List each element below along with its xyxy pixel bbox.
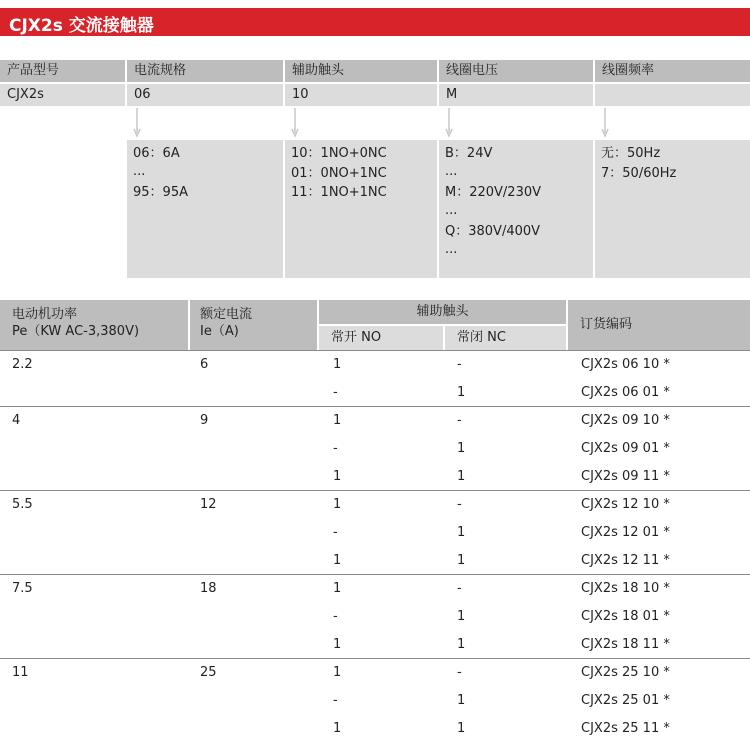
power-value: 7.5 (12, 581, 33, 596)
down-arrow-icon (601, 107, 609, 139)
code-option: 10：1NO+0NC (291, 146, 387, 161)
no-value: 1 (333, 581, 342, 596)
nc-header: 常闭 NC (445, 326, 566, 350)
order-code: CJX2s 12 01 * (581, 525, 670, 540)
no-value: 1 (333, 497, 342, 512)
code-option: ... (445, 202, 458, 218)
power-group (0, 574, 750, 658)
code-column-2 (285, 60, 437, 278)
code-options (439, 140, 593, 278)
no-value: - (333, 609, 338, 624)
code-column-value: 06 (127, 84, 283, 106)
table-row (0, 715, 750, 743)
code-option: 无：50Hz (601, 146, 661, 161)
power-header: 电动机功率 Pe（KW AC-3,380V) (0, 300, 188, 350)
table-row (0, 519, 750, 547)
code-option: B：24V (445, 146, 493, 161)
nc-value: - (457, 357, 462, 372)
order-code: CJX2s 09 11 * (581, 469, 670, 484)
code-column-1 (127, 60, 283, 278)
code-option: ... (133, 163, 146, 179)
order-code: CJX2s 06 01 * (581, 385, 670, 400)
power-value: 11 (12, 665, 29, 680)
nc-value: 1 (457, 553, 466, 568)
model-code-table (0, 60, 750, 278)
current-value: 25 (200, 665, 217, 680)
code-option: M：220V/230V (445, 185, 542, 200)
order-code: CJX2s 18 10 * (581, 581, 670, 596)
order-code: CJX2s 25 01 * (581, 693, 670, 708)
no-value: - (333, 693, 338, 708)
code-option: Q：380V/400V (445, 224, 541, 239)
table-row (0, 463, 750, 491)
power-value: 2.2 (12, 357, 33, 372)
table-row (0, 379, 750, 407)
power-group (0, 406, 750, 490)
code-column-header: 电流规格 (127, 60, 283, 82)
table-row (0, 491, 750, 519)
code-column-value: M (439, 84, 593, 106)
code-option: 95：95A (133, 185, 188, 200)
order-code: CJX2s 12 10 * (581, 497, 670, 512)
code-option: 06：6A (133, 146, 180, 161)
code-options (285, 140, 437, 278)
down-arrow-icon (291, 107, 299, 139)
table-row (0, 407, 750, 435)
power-group (0, 350, 750, 406)
order-code: CJX2s 09 10 * (581, 413, 670, 428)
current-value: 6 (200, 357, 209, 372)
current-value: 18 (200, 581, 217, 596)
no-value: 1 (333, 413, 342, 428)
code-column-0 (0, 60, 125, 278)
title-bar (0, 8, 750, 36)
nc-value: 1 (457, 441, 466, 456)
code-column-header: 线圈频率 (595, 60, 750, 82)
code-column-4 (595, 60, 750, 278)
code-options (595, 140, 750, 278)
down-arrow-icon (133, 107, 141, 139)
code-column-value (595, 84, 750, 106)
aux-contact-header: 辅助触头 (319, 300, 566, 324)
table-row (0, 547, 750, 575)
nc-value: - (457, 665, 462, 680)
code-option: 7：50/60Hz (601, 165, 677, 181)
down-arrow-icon (445, 107, 453, 139)
nc-value: 1 (457, 469, 466, 484)
no-value: 1 (333, 665, 342, 680)
table-row (0, 351, 750, 379)
code-column-3 (439, 60, 593, 278)
table-row (0, 687, 750, 715)
table-row (0, 603, 750, 631)
current-header: 额定电流 Ie（A) (190, 300, 317, 350)
nc-value: 1 (457, 609, 466, 624)
code-column-header: 产品型号 (0, 60, 125, 82)
order-code: CJX2s 09 01 * (581, 441, 670, 456)
current-value: 12 (200, 497, 217, 512)
nc-value: 1 (457, 721, 466, 736)
order-code: CJX2s 12 11 * (581, 553, 670, 568)
order-code: CJX2s 25 10 * (581, 665, 670, 680)
order-code: CJX2s 06 10 * (581, 357, 670, 372)
order-code-header: 订货编码 (568, 300, 750, 350)
page-title: CJX2s 交流接触器 (9, 16, 154, 36)
code-column-header: 辅助触头 (285, 60, 437, 82)
table-row (0, 659, 750, 687)
no-header: 常开 NO (319, 326, 443, 350)
code-column-value: 10 (285, 84, 437, 106)
power-group (0, 490, 750, 574)
order-code: CJX2s 25 11 * (581, 721, 670, 736)
nc-value: - (457, 581, 462, 596)
table-row (0, 631, 750, 659)
nc-value: - (457, 413, 462, 428)
power-value: 4 (12, 413, 21, 428)
no-value: 1 (333, 553, 342, 568)
code-column-header: 线圈电压 (439, 60, 593, 82)
no-value: 1 (333, 357, 342, 372)
no-value: - (333, 385, 338, 400)
no-value: - (333, 441, 338, 456)
code-option: 11：1NO+1NC (291, 185, 387, 200)
order-code: CJX2s 18 01 * (581, 609, 670, 624)
table-row (0, 575, 750, 603)
table-row (0, 435, 750, 463)
code-options (127, 140, 283, 278)
nc-value: 1 (457, 525, 466, 540)
no-value: 1 (333, 469, 342, 484)
nc-value: - (457, 497, 462, 512)
no-value: 1 (333, 637, 342, 652)
code-option: ... (445, 163, 458, 179)
nc-value: 1 (457, 385, 466, 400)
code-column-value: CJX2s (0, 84, 125, 106)
code-option: 01：0NO+1NC (291, 165, 387, 181)
no-value: 1 (333, 721, 342, 736)
order-table (0, 300, 750, 748)
current-value: 9 (200, 413, 209, 428)
power-group (0, 658, 750, 742)
order-code: CJX2s 18 11 * (581, 637, 670, 652)
code-option: ... (445, 241, 458, 257)
power-value: 5.5 (12, 497, 33, 512)
nc-value: 1 (457, 637, 466, 652)
no-value: - (333, 525, 338, 540)
nc-value: 1 (457, 693, 466, 708)
